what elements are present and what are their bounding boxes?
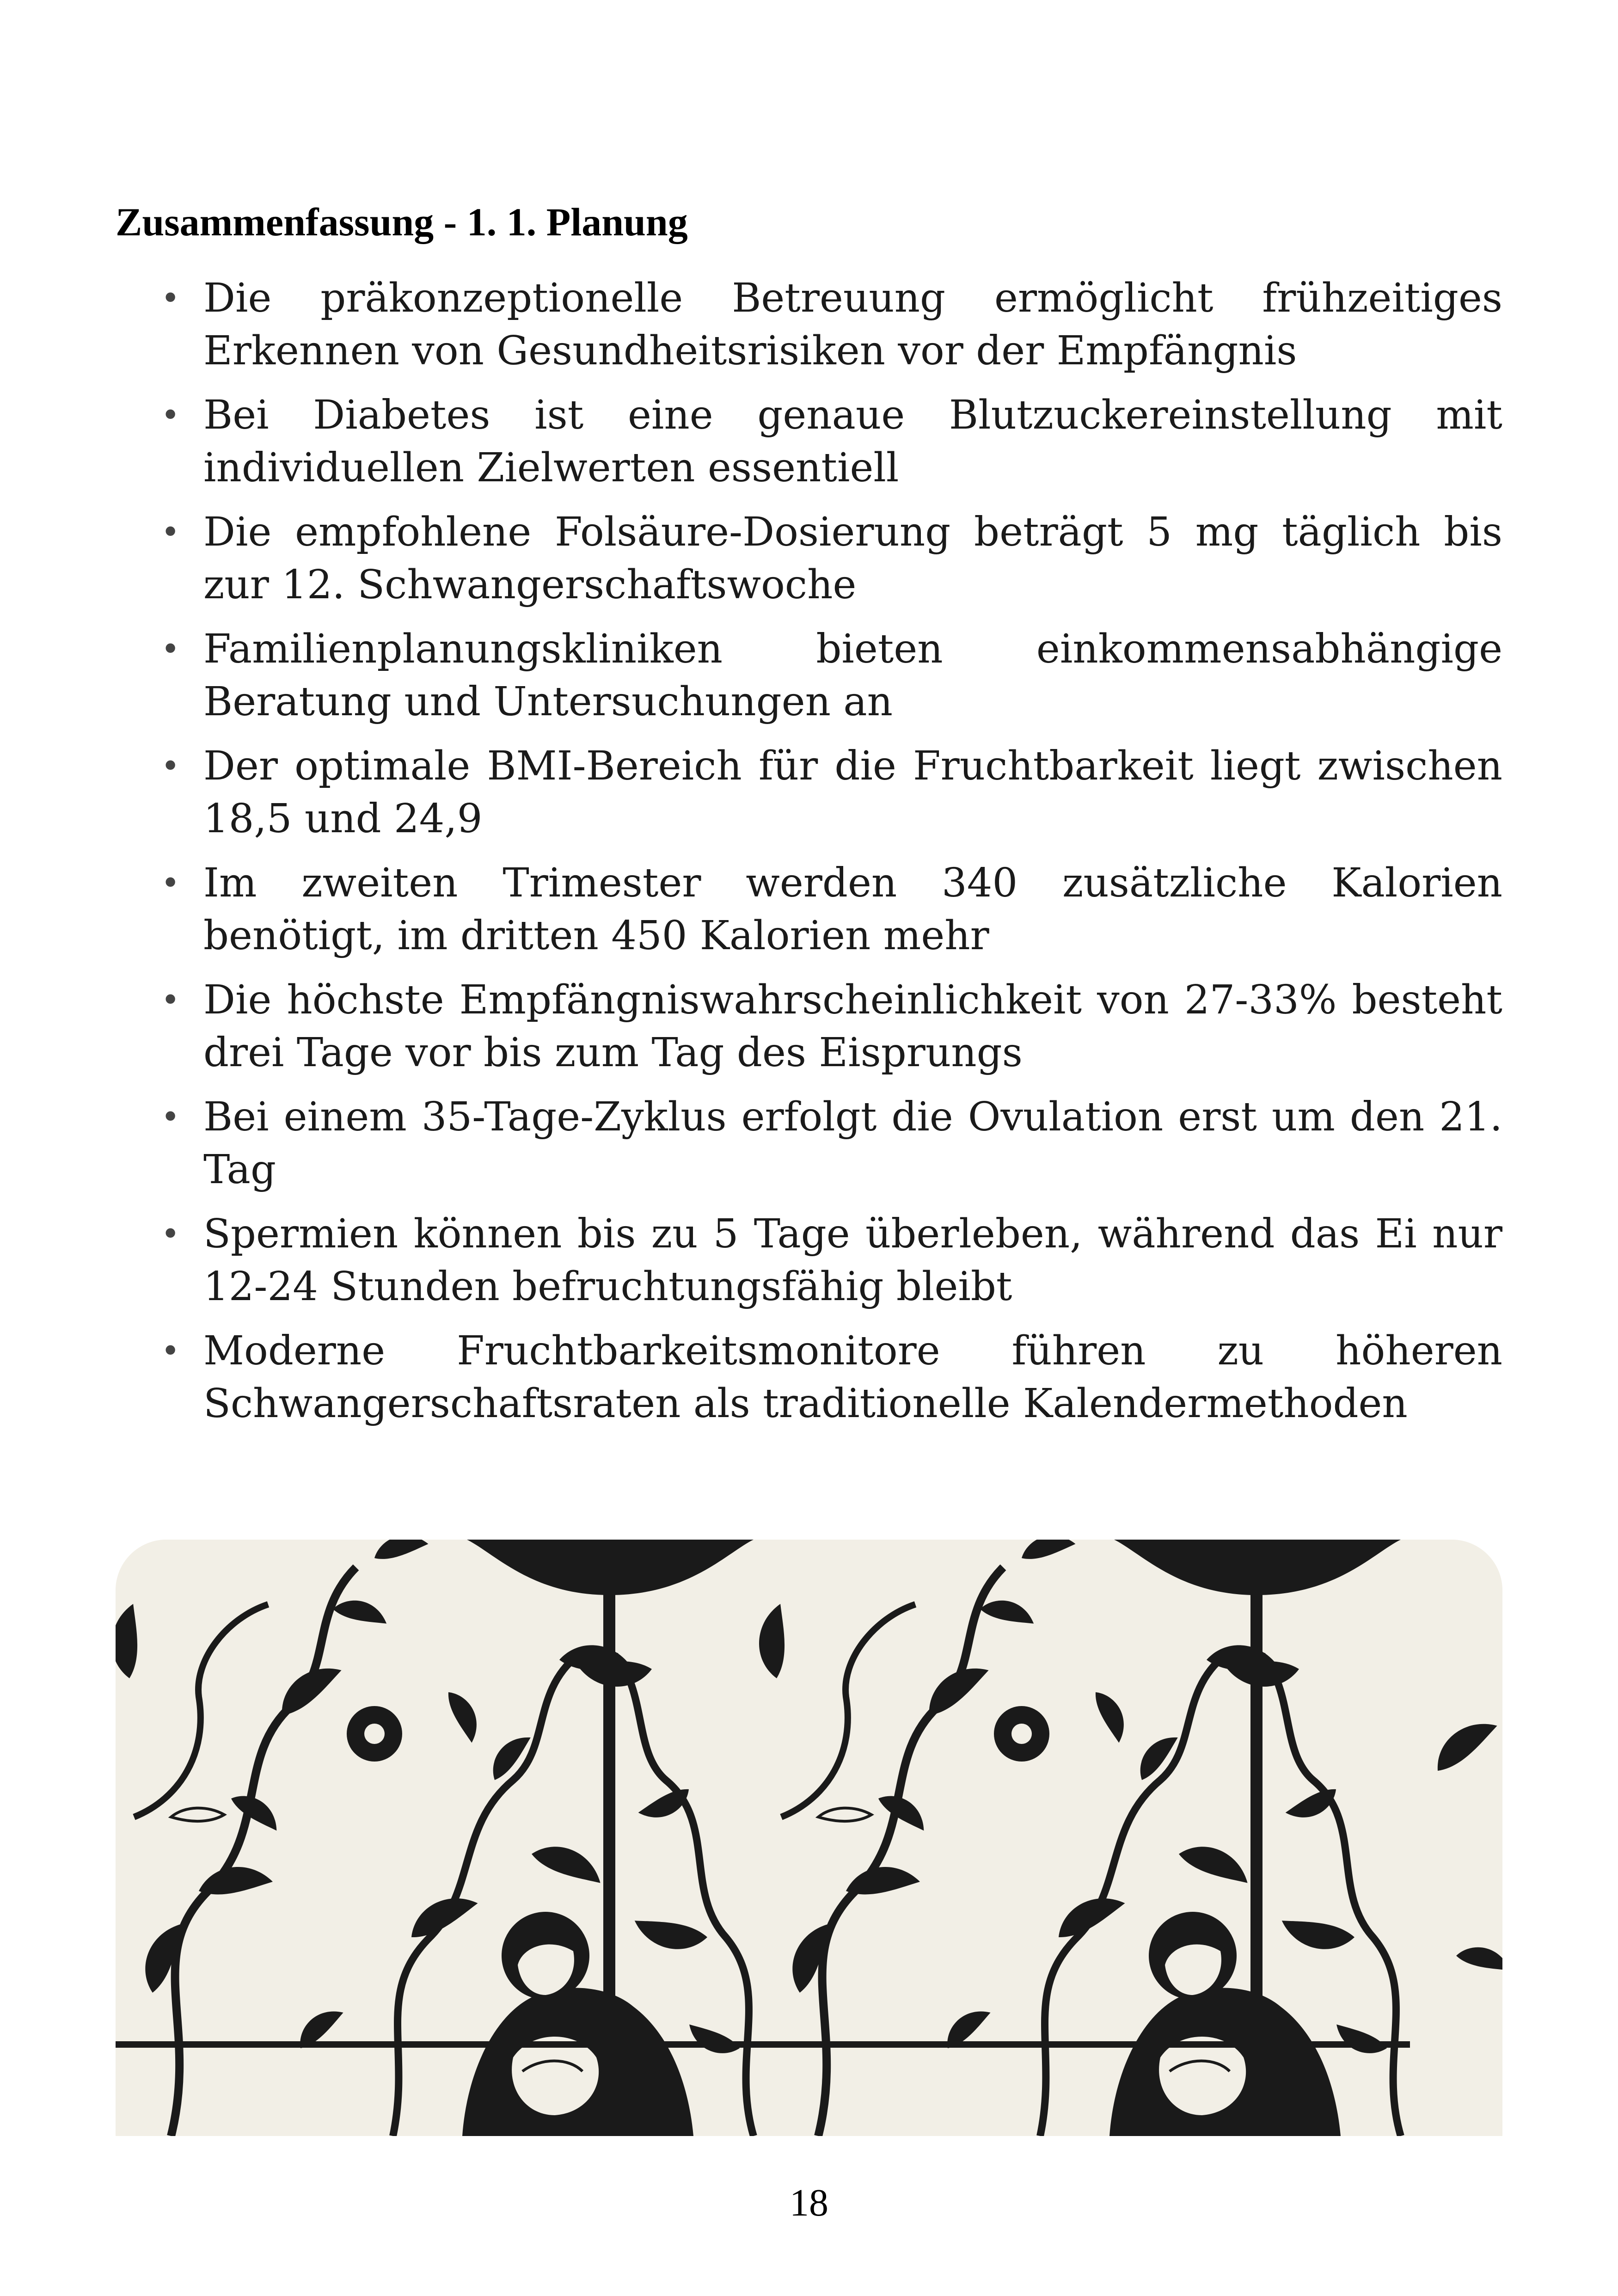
illustration-mother-and-baby <box>116 1540 1502 2136</box>
bullet-icon: • <box>161 279 180 317</box>
bullet-icon: • <box>161 1215 180 1253</box>
bullet-icon: • <box>161 747 180 785</box>
list-item-text: Spermien können bis zu 5 Tage überleben, während das Ei nur 12-24 Stunden befruchtungsfähig bleibt <box>203 1211 1502 1310</box>
list-item <box>153 389 1502 494</box>
list-item <box>153 506 1502 611</box>
list-item-text: Der optimale BMI-Bereich für die Fruchtbarkeit liegt zwischen 18,5 und 24,9 <box>203 743 1502 842</box>
list-item-text: Die präkonzeptionelle Betreuung ermöglicht frühzeitiges Erkennen von Gesundheitsrisiken vor der Empfängnis <box>203 275 1502 374</box>
page-number: 18 <box>790 2181 828 2224</box>
summary-list <box>153 272 1502 1442</box>
bullet-icon: • <box>161 981 180 1019</box>
bullet-icon: • <box>161 630 180 668</box>
list-item-text: Bei einem 35-Tage-Zyklus erfolgt die Ovulation erst um den 21. Tag <box>203 1094 1502 1193</box>
list-item-text: Moderne Fruchtbarkeitsmonitore führen zu höheren Schwangerschaftsraten als traditionelle Kalendermethoden <box>203 1328 1502 1427</box>
list-item-text: Bei Diabetes ist eine genaue Blutzuckereinstellung mit individuellen Zielwerten essentiell <box>203 392 1502 491</box>
list-item <box>153 272 1502 377</box>
bullet-icon: • <box>161 396 180 434</box>
list-item <box>153 974 1502 1079</box>
list-item <box>153 623 1502 728</box>
list-item-text: Die höchste Empfängniswahrscheinlichkeit von 27-33% besteht drei Tage vor bis zum Tag des Eisprungs <box>203 977 1502 1076</box>
list-item <box>153 857 1502 962</box>
list-item-text: Familienplanungskliniken bieten einkommensabhängige Beratung und Untersuchungen an <box>203 626 1502 725</box>
list-item <box>153 740 1502 845</box>
bullet-icon: • <box>161 1332 180 1370</box>
list-item-text: Die empfohlene Folsäure-Dosierung beträgt 5 mg täglich bis zur 12. Schwangerschaftswoche <box>203 509 1502 608</box>
bullet-icon: • <box>161 1098 180 1136</box>
list-item-text: Im zweiten Trimester werden 340 zusätzliche Kalorien benötigt, im dritten 450 Kalorien mehr <box>203 860 1502 959</box>
list-item <box>153 1091 1502 1196</box>
bullet-icon: • <box>161 513 180 551</box>
botanical-pattern-illustration <box>116 1540 1502 2136</box>
list-item <box>153 1325 1502 1430</box>
list-item <box>153 1208 1502 1313</box>
section-heading: Zusammenfassung - 1. 1. Planung <box>116 200 688 244</box>
bullet-icon: • <box>161 864 180 902</box>
